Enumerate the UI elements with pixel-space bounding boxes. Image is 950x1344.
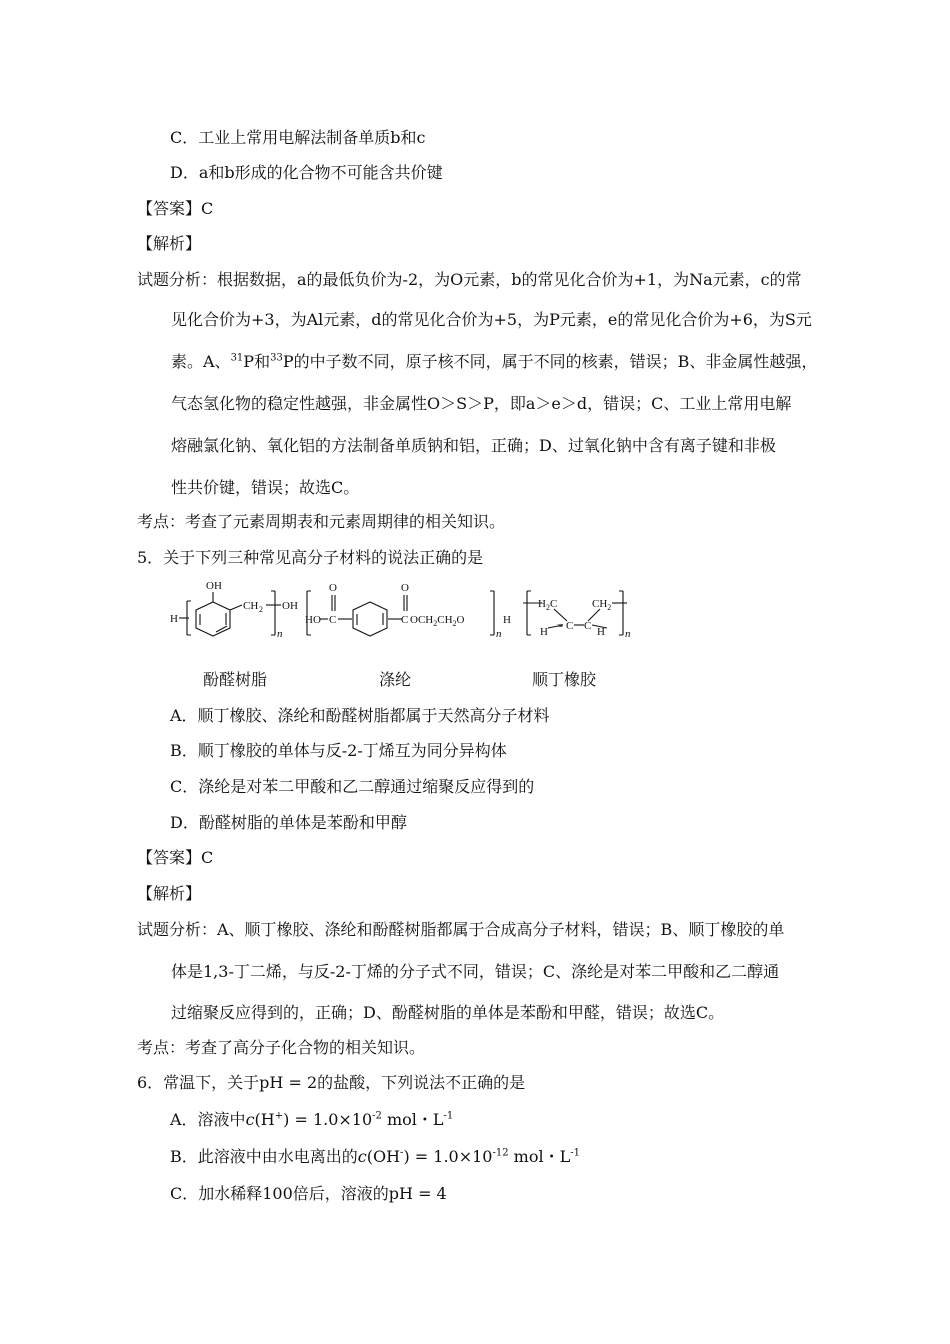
br-ch2: $CH_2$: [592, 598, 612, 612]
q6b-mid: ) = 1.0×10: [403, 1147, 493, 1166]
q4-answer: 【答案】C: [137, 199, 214, 218]
q6-option-c: C．加水稀释100倍后，溶液的pH = 4: [170, 1184, 447, 1203]
pet-ho: HO: [305, 614, 321, 626]
q6b-unit-sup: -1: [570, 1147, 580, 1159]
q6a-c: c: [245, 1110, 255, 1129]
q5-stem: 5．关于下列三种常见高分子材料的说法正确的是: [137, 548, 484, 567]
polymer-structures-figure: [160, 575, 680, 645]
q6a-unit-sup: -1: [443, 1110, 454, 1122]
q5-option-c: C．涤纶是对苯二甲酸和乙二醇通过缩聚反应得到的: [170, 777, 535, 796]
br-c-right: C: [584, 620, 592, 632]
q6a-unit: mol・L: [381, 1110, 444, 1129]
br-h2c: $H_2C$: [538, 598, 558, 612]
q4-option-c: C．工业上常用电解法制备单质b和c: [170, 128, 426, 147]
br-eq: =: [557, 620, 564, 632]
br-c-left: C: [566, 620, 574, 632]
pf-h-left: H: [170, 613, 178, 625]
q4-line3-sup1: 31: [230, 352, 244, 364]
q4-analysis-line-4: 气态氢化物的稳定性越强，非金属性O＞S＞P，即a＞e＞d，错误；C、工业上常用电解: [171, 394, 792, 413]
pf-n: n: [277, 628, 283, 640]
q5-answer: 【答案】C: [137, 848, 214, 867]
q6-option-b: [170, 1147, 580, 1167]
q4-option-d: D．a和b形成的化合物不可能含共价键: [170, 163, 443, 182]
q4-analysis-heading: 【解析】: [137, 234, 202, 253]
pet-o-top-left: O: [329, 582, 337, 594]
pet-c-left: C: [329, 614, 337, 626]
q5-analysis-heading: 【解析】: [137, 884, 202, 903]
q6-stem: 6．常温下，关于pH = 2的盐酸，下列说法不正确的是: [137, 1073, 526, 1092]
q4-analysis-line-5: 熔融氯化钠、氧化铝的方法制备单质钠和铝，正确；D、过氧化钠中含有离子键和非极: [171, 436, 776, 455]
q4-line3-pre: 素。A、: [171, 352, 231, 371]
q5-option-d: D．酚醛树脂的单体是苯酚和甲醇: [170, 813, 407, 832]
structure-label-rubber: 顺丁橡胶: [532, 670, 597, 689]
structure-label-polyester: 涤纶: [379, 670, 412, 689]
q6a-mid: ) = 1.0×10: [283, 1110, 373, 1129]
q6a-ion: (H: [254, 1110, 275, 1129]
pet-h-end: H: [503, 614, 511, 626]
pet-o-top-right: O: [401, 582, 409, 594]
q5-option-b: B．顺丁橡胶的单体与反-2-丁烯互为同分异构体: [170, 741, 507, 760]
q5-option-a: A．顺丁橡胶、涤纶和酚醛树脂都属于天然高分子材料: [170, 706, 550, 725]
pet-ester: $OCH_2CH_2O$: [410, 614, 465, 628]
q5-analysis-line-3: 过缩聚反应得到的，正确；D、酚醛树脂的单体是苯酚和甲醛，错误；故选C。: [171, 1003, 725, 1022]
q5-kaodian: 考点：考查了高分子化合物的相关知识。: [137, 1038, 426, 1057]
q4-analysis-line-6: 性共价键，错误；故选C。: [171, 478, 360, 497]
pf-oh-top: OH: [206, 580, 222, 592]
q4-analysis-line-2: 见化合价为+3，为Al元素，d的常见化合价为+5，为P元素，e的常见化合价为+6，为S元: [171, 310, 812, 329]
pet-c-right: C: [401, 614, 409, 626]
q4-line3-sup2: 33: [270, 352, 283, 364]
q6-option-a: [170, 1110, 453, 1130]
br-h-left: H: [540, 626, 548, 638]
q6a-pre: A．溶液中: [170, 1110, 246, 1129]
q6b-pre: B．此溶液中由水电离出的: [170, 1147, 358, 1166]
q5-analysis-line-1: 试题分析：A、顺丁橡胶、涤纶和酚醛树脂都属于合成高分子材料，错误；B、顺丁橡胶的单: [137, 920, 785, 939]
q6a-exp: -2: [372, 1110, 382, 1122]
pf-oh-end: OH: [282, 600, 298, 612]
q6b-ion-sup: -: [400, 1147, 404, 1159]
q6b-c: c: [357, 1147, 367, 1166]
br-n: n: [625, 628, 631, 640]
pf-ch2: CH: [243, 600, 259, 612]
q4-kaodian: 考点：考查了元素周期表和元素周期律的相关知识。: [137, 512, 506, 531]
structure-label-phenolic: 酚醛树脂: [203, 670, 268, 689]
q5-analysis-line-2: 体是1,3-丁二烯，与反-2-丁烯的分子式不同，错误；C、涤纶是对苯二甲酸和乙二醇通: [171, 962, 780, 981]
br-h-right: H: [597, 626, 605, 638]
q6b-ion: (OH: [366, 1147, 401, 1166]
pet-n: n: [496, 628, 502, 640]
pf-ch2-sub: 2: [259, 605, 263, 614]
q6b-exp: -12: [492, 1147, 509, 1159]
q4-analysis-line-1: 试题分析：根据数据，a的最低负价为-2，为O元素，b的常见化合价为+1，为Na元素，c的常: [137, 270, 802, 289]
q4-analysis-line-3: [171, 352, 817, 372]
q6a-ion-sup: +: [274, 1110, 284, 1122]
q4-line3-post: P的中子数不同，原子核不同，属于不同的核素，错误；B、非金属性越强，: [282, 352, 818, 371]
q4-line3-mid: P和: [243, 352, 271, 371]
q6b-unit: mol・L: [508, 1147, 571, 1166]
